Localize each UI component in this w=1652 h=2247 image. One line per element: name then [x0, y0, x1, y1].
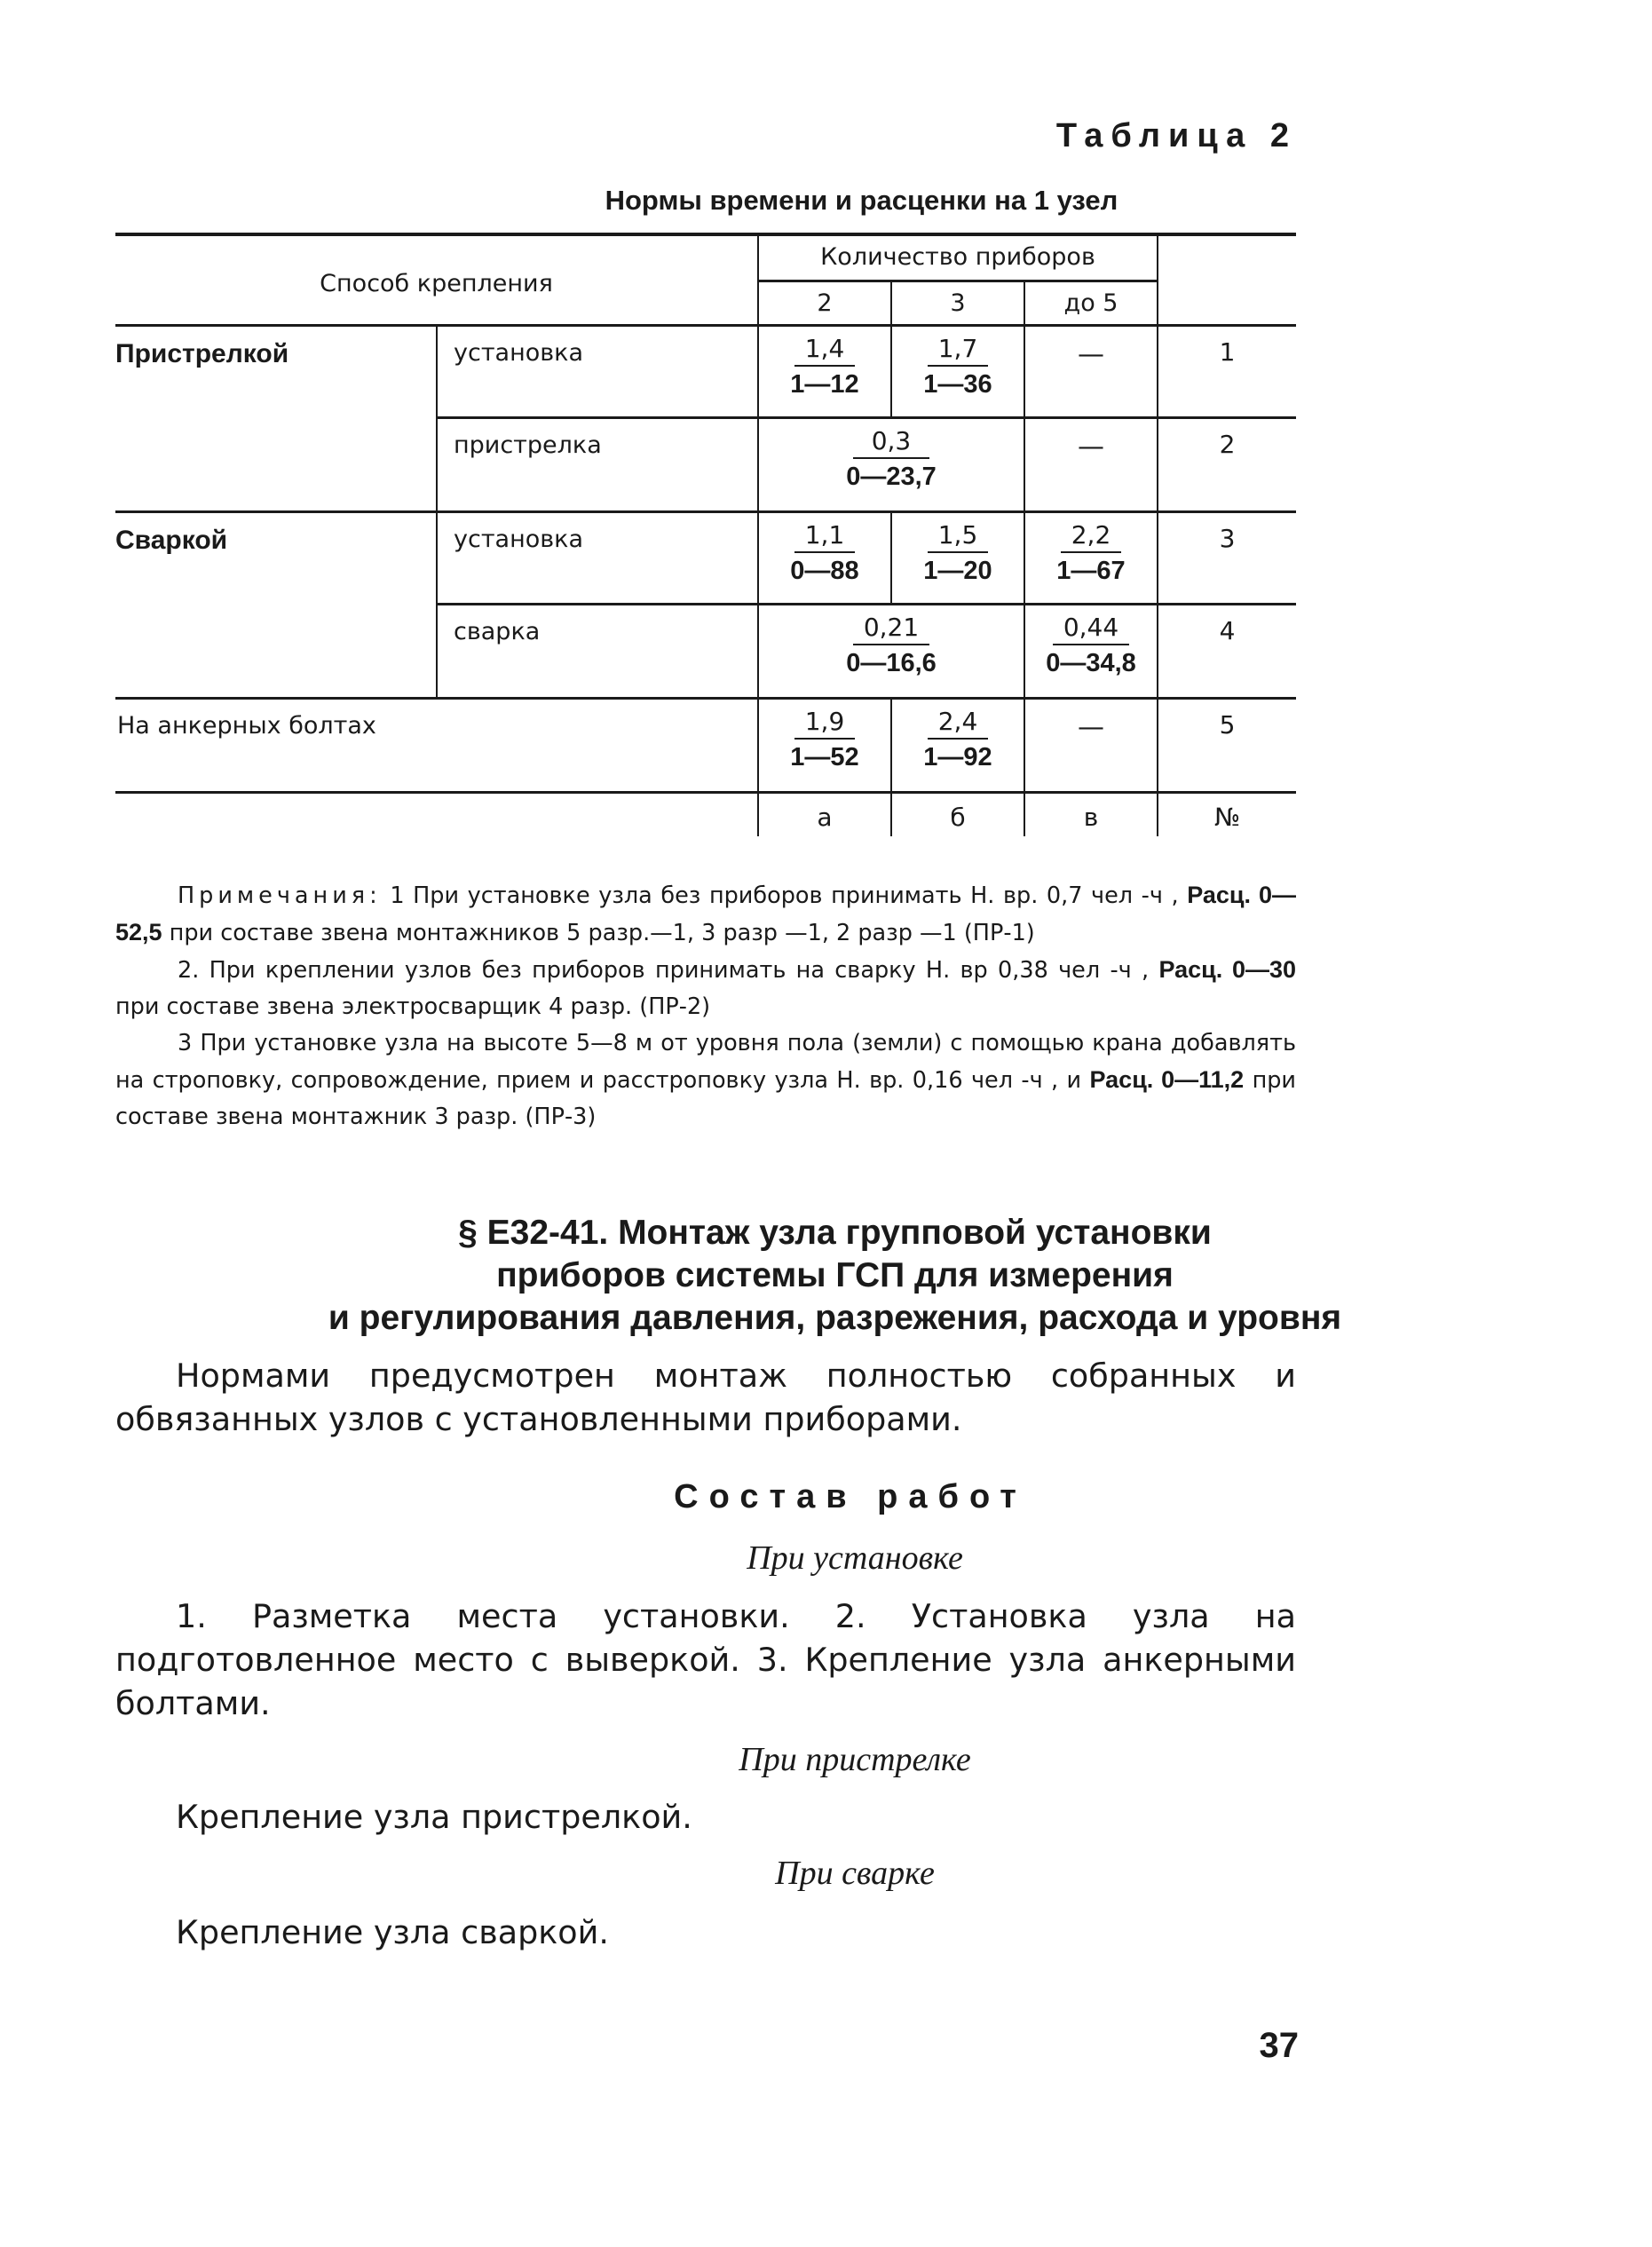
cell-value [1024, 698, 1158, 792]
note-text: при составе звена монтажников 5 разр.—1, 3 разр —1, 2 разр —1 (ПР-1) [169, 920, 1035, 946]
header-number-blank [1158, 234, 1296, 325]
footer-col-b: б [891, 792, 1024, 836]
table-label: Таблица 2 [1055, 117, 1297, 154]
installation-text-block [115, 1594, 1296, 1725]
row-method: Сваркой [115, 511, 437, 698]
norm-value: 1,1 [794, 520, 856, 553]
norm-value: 2,4 [928, 707, 989, 740]
note-rate: Расц. 0—30 [1158, 956, 1296, 983]
installation-text: 1. Разметка места установки. 2. Установка узла на подготовленное место с выверкой. 3. Крепление узла анкерными болтами. [115, 1597, 1296, 1722]
header-qty-5: до 5 [1024, 281, 1158, 325]
header-quantity: Количество приборов [758, 234, 1158, 281]
notes-label: Примечания: [178, 882, 382, 909]
cell-value [1024, 511, 1158, 604]
cell-value [1024, 604, 1158, 698]
norm-value: 1,4 [794, 334, 856, 367]
norm-value: 2,2 [1061, 520, 1122, 553]
header-qty-3: 3 [891, 281, 1024, 325]
rate-value: 1—36 [923, 369, 992, 399]
dash-value: — [1078, 338, 1104, 370]
table-row [115, 325, 1296, 417]
footer-blank [115, 792, 758, 836]
rate-value: 1—92 [923, 742, 992, 771]
composition-heading: Состав работ [674, 1478, 1027, 1515]
section-heading [0, 1212, 1652, 1340]
subheading-nailing: При пристрелке [739, 1741, 971, 1778]
cell-value [891, 698, 1024, 792]
note-1 [115, 877, 1296, 952]
rate-value: 1—12 [790, 369, 859, 399]
section-heading-line: приборов системы ГСП для измерения [496, 1256, 1174, 1294]
note-2 [115, 952, 1296, 1025]
note-rate: Расц. 0—11,2 [1089, 1066, 1245, 1093]
header-qty-2: 2 [758, 281, 891, 325]
note-3 [115, 1025, 1296, 1135]
page-number: 37 [1259, 2026, 1299, 2065]
row-operation: установка [437, 325, 758, 417]
rate-value: 1—20 [923, 556, 992, 585]
rate-value: 0—34,8 [1046, 648, 1136, 677]
row-method: На анкерных болтах [115, 698, 758, 792]
norm-value: 0,44 [1053, 613, 1129, 645]
dash-value: — [1078, 431, 1104, 463]
cell-value [891, 511, 1024, 604]
rate-value: 0—16,6 [846, 648, 937, 677]
cell-value [891, 325, 1024, 417]
row-number: 3 [1158, 511, 1296, 604]
cell-value [1024, 417, 1158, 511]
nailing-text: Крепление узла пристрелкой. [176, 1798, 692, 1836]
cell-value [1024, 325, 1158, 417]
table-footer [115, 792, 1296, 836]
welding-text: Крепление узла сваркой. [176, 1913, 609, 1951]
rate-value: 1—67 [1056, 556, 1126, 585]
table-title: Нормы времени и расценки на 1 узел [605, 185, 1118, 216]
rate-value: 0—23,7 [846, 462, 937, 491]
norm-value: 1,9 [794, 707, 856, 740]
note-text: при составе звена монтажник 3 разр. (ПР-3) [115, 1067, 1296, 1130]
row-operation: пристрелка [437, 417, 758, 511]
note-text: 1 При установке узла без приборов принимать Н. вр. 0,7 чел -ч , [390, 882, 1179, 909]
table-row [115, 511, 1296, 604]
section-heading-line: и регулирования давления, разрежения, расхода и уровня [328, 1299, 1342, 1337]
footer-col-num: № [1158, 792, 1296, 836]
section-heading-line: § Е32-41. Монтаж узла групповой установки [458, 1214, 1212, 1252]
cell-value [758, 604, 1024, 698]
norm-value: 0,21 [853, 613, 929, 645]
subheading-welding: При сварке [775, 1855, 935, 1892]
rate-value: 1—52 [790, 742, 859, 771]
footer-col-a: а [758, 792, 891, 836]
header-method: Способ крепления [115, 234, 758, 325]
row-operation: сварка [437, 604, 758, 698]
footer-col-v: в [1024, 792, 1158, 836]
row-number: 5 [1158, 698, 1296, 792]
nailing-text-block [115, 1795, 1296, 1839]
cell-value [758, 511, 891, 604]
row-number: 2 [1158, 417, 1296, 511]
subheading-installation: При установке [747, 1539, 963, 1577]
row-operation: установка [437, 511, 758, 604]
norm-value: 0,3 [853, 426, 929, 459]
table-row [115, 698, 1296, 792]
note-rate: Расц. 0—52,5 [115, 882, 1297, 945]
row-number: 4 [1158, 604, 1296, 698]
rate-value: 0—88 [790, 556, 859, 585]
note-text: при составе звена электросварщик 4 разр. (ПР-2) [115, 993, 711, 1020]
dash-value: — [1078, 711, 1104, 743]
intro-text: Нормами предусмотрен монтаж полностью собранных и обвязанных узлов с установленными приборами. [115, 1357, 1296, 1438]
note-text: 2. При креплении узлов без приборов принимать на сварку Н. вр 0,38 чел -ч , [178, 957, 1150, 984]
norm-value: 1,7 [928, 334, 989, 367]
section-intro [115, 1354, 1296, 1441]
table-notes [115, 877, 1296, 1135]
note-text: 3 При установке узла на высоте 5—8 м от уровня пола (земли) с помощью крана добавлять на строповку, сопровождение, прием и расстроповку узла Н. вр. 0,16 чел -ч , и [115, 1030, 1296, 1094]
cell-value [758, 417, 1024, 511]
welding-text-block [115, 1911, 1296, 1954]
row-number: 1 [1158, 325, 1296, 417]
cell-value [758, 698, 891, 792]
row-method: Пристрелкой [115, 325, 437, 511]
norm-value: 1,5 [928, 520, 989, 553]
norms-table [115, 233, 1296, 836]
cell-value [758, 325, 891, 417]
